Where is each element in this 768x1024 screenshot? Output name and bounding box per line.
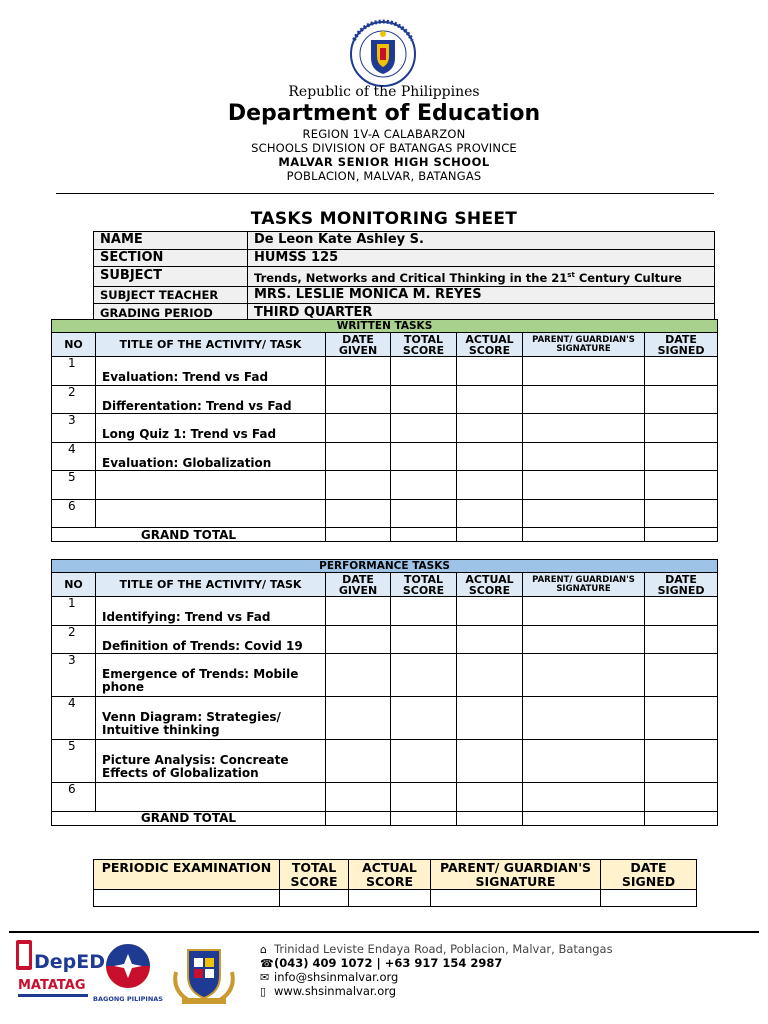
phone-icon: ☎ xyxy=(260,957,274,970)
task-title[interactable] xyxy=(96,471,326,500)
exam-total-l2: SCORE xyxy=(290,874,338,889)
footer-address xyxy=(260,943,613,956)
student-info-table xyxy=(93,231,715,322)
subject-value xyxy=(248,267,715,287)
exam-name-cell[interactable] xyxy=(94,890,280,907)
total-score-cell[interactable] xyxy=(391,654,457,697)
total-score-cell[interactable] xyxy=(391,597,457,626)
exam-total-score-header xyxy=(280,860,349,890)
col-no: NO xyxy=(52,333,96,357)
col-title: TITLE OF THE ACTIVITY/ TASK xyxy=(96,573,326,597)
date-signed-cell[interactable] xyxy=(645,597,718,626)
col-parent-l2: SIGNATURE xyxy=(556,583,611,594)
exam-date-l1: DATE xyxy=(630,860,667,875)
exam-date-cell[interactable] xyxy=(601,890,697,907)
task-title[interactable] xyxy=(96,499,326,528)
table-row xyxy=(52,654,718,697)
row-number: 3 xyxy=(52,654,96,697)
grand-total-score-cell[interactable] xyxy=(391,811,457,825)
col-date-given xyxy=(326,573,391,597)
signature-cell[interactable] xyxy=(523,740,645,783)
actual-score-cell[interactable] xyxy=(457,385,523,414)
footer-divider xyxy=(9,931,759,933)
col-actual-l1: ACTUAL xyxy=(465,572,514,586)
row-number: 1 xyxy=(52,597,96,626)
row-number: 3 xyxy=(52,414,96,443)
col-actual-l2: SCORE xyxy=(468,583,511,597)
actual-score-cell[interactable] xyxy=(457,414,523,443)
table-row xyxy=(52,499,718,528)
total-score-cell[interactable] xyxy=(391,499,457,528)
exam-label: PERIODIC EXAMINATION xyxy=(94,860,280,890)
date-given-cell[interactable] xyxy=(326,414,391,443)
written-tasks-table xyxy=(51,319,718,542)
signature-cell[interactable] xyxy=(523,442,645,471)
grading-period-value: THIRD QUARTER xyxy=(248,304,715,322)
exam-date-signed-header xyxy=(601,860,697,890)
exam-actual-l2: SCORE xyxy=(366,874,413,889)
table-row xyxy=(52,385,718,414)
date-signed-cell[interactable] xyxy=(645,783,718,812)
grand-total-row xyxy=(52,811,718,825)
signature-cell[interactable] xyxy=(523,471,645,500)
grand-total-actual-cell[interactable] xyxy=(457,528,523,542)
col-total-l2: SCORE xyxy=(402,583,445,597)
table-row xyxy=(52,442,718,471)
periodic-exam-table xyxy=(93,859,697,907)
section-row xyxy=(94,249,715,267)
col-no: NO xyxy=(52,573,96,597)
task-title: Differentation: Trend vs Fad xyxy=(96,385,326,414)
bagong-pilipinas-logo xyxy=(93,940,163,1006)
footer-website-text[interactable]: www.shsinmalvar.org xyxy=(274,984,397,998)
signature-cell[interactable] xyxy=(523,499,645,528)
row-number: 6 xyxy=(52,499,96,528)
exam-actual-l1: ACTUAL xyxy=(362,860,417,875)
grand-total-date-cell[interactable] xyxy=(326,528,391,542)
row-number: 5 xyxy=(52,740,96,783)
signature-cell[interactable] xyxy=(523,697,645,740)
date-signed-cell[interactable] xyxy=(645,654,718,697)
date-signed-cell[interactable] xyxy=(645,625,718,654)
signature-cell[interactable] xyxy=(523,385,645,414)
task-title: Emergence of Trends: Mobile phone xyxy=(96,654,326,697)
row-number: 6 xyxy=(52,783,96,812)
teacher-label: SUBJECT TEACHER xyxy=(94,286,248,304)
performance-tasks-table xyxy=(51,559,718,826)
teacher-row xyxy=(94,286,715,304)
row-number: 4 xyxy=(52,697,96,740)
school-name: MALVAR SENIOR HIGH SCHOOL xyxy=(278,155,490,169)
col-title: TITLE OF THE ACTIVITY/ TASK xyxy=(96,333,326,357)
teacher-value: MRS. LESLIE MONICA M. REYES xyxy=(248,286,715,304)
exam-total-cell[interactable] xyxy=(280,890,349,907)
col-actual-l2: SCORE xyxy=(468,343,511,357)
row-number: 4 xyxy=(52,442,96,471)
date-signed-cell[interactable] xyxy=(645,471,718,500)
task-title: Identifying: Trend vs Fad xyxy=(96,597,326,626)
date-signed-cell[interactable] xyxy=(645,357,718,386)
subject-value-sup: st xyxy=(567,271,575,279)
row-number: 2 xyxy=(52,385,96,414)
signature-cell[interactable] xyxy=(523,357,645,386)
subject-row xyxy=(94,267,715,287)
grand-total-date-cell[interactable] xyxy=(326,811,391,825)
footer-email[interactable] xyxy=(260,971,398,984)
col-parent-l1: PARENT/ GUARDIAN'S xyxy=(532,574,635,585)
date-signed-cell[interactable] xyxy=(645,740,718,783)
date-given-cell[interactable] xyxy=(326,654,391,697)
signature-cell[interactable] xyxy=(523,625,645,654)
col-parent-signature xyxy=(523,573,645,597)
deped-matatag-logo xyxy=(14,938,106,1002)
school-address: POBLACION, MALVAR, BATANGAS xyxy=(286,169,482,183)
date-given-cell[interactable] xyxy=(326,625,391,654)
deped-logo-text: DepED xyxy=(34,951,106,973)
col-date-signed-l2: SIGNED xyxy=(657,583,705,597)
col-total-score xyxy=(391,333,457,357)
exam-parent-signature-header xyxy=(431,860,601,890)
date-given-cell[interactable] xyxy=(326,697,391,740)
table-row xyxy=(52,697,718,740)
col-date-given-l1: DATE xyxy=(342,572,374,586)
bagong-pilipinas-text: BAGONG PILIPINAS xyxy=(93,995,163,1003)
task-title: Evaluation: Trend vs Fad xyxy=(96,357,326,386)
signature-cell[interactable] xyxy=(523,654,645,697)
table-row xyxy=(52,597,718,626)
date-signed-cell[interactable] xyxy=(645,385,718,414)
task-title: Venn Diagram: Strategies/ Intuitive thinking xyxy=(96,697,326,740)
col-date-signed xyxy=(645,333,718,357)
date-signed-cell[interactable] xyxy=(645,499,718,528)
header-divider xyxy=(56,193,714,194)
total-score-cell[interactable] xyxy=(391,414,457,443)
date-given-cell[interactable] xyxy=(326,499,391,528)
exam-parent-l1: PARENT/ GUARDIAN'S xyxy=(439,860,592,875)
date-signed-cell[interactable] xyxy=(645,414,718,443)
footer-phone-text: (043) 409 1072 | +63 917 154 2987 xyxy=(274,956,503,970)
date-given-cell[interactable] xyxy=(326,471,391,500)
col-parent-l2: SIGNATURE xyxy=(556,343,611,354)
deped-seal-logo xyxy=(344,20,422,88)
subject-value-main: Trends, Networks and Critical Thinking in the 21 xyxy=(254,270,568,285)
home-icon: ⌂ xyxy=(260,943,267,956)
col-date-signed-l2: SIGNED xyxy=(657,343,705,357)
sheet-title: TASKS MONITORING SHEET xyxy=(250,209,518,229)
table-row xyxy=(52,740,718,783)
performance-column-header xyxy=(52,573,718,597)
exam-actual-score-header xyxy=(349,860,431,890)
written-tasks-heading: WRITTEN TASKS xyxy=(52,320,718,333)
performance-tasks-heading: PERFORMANCE TASKS xyxy=(52,560,718,573)
written-column-header xyxy=(52,333,718,357)
actual-score-cell[interactable] xyxy=(457,625,523,654)
date-given-cell[interactable] xyxy=(326,783,391,812)
section-value: HUMSS 125 xyxy=(248,249,715,267)
grand-total-row xyxy=(52,528,718,542)
actual-score-cell[interactable] xyxy=(457,471,523,500)
table-row xyxy=(52,783,718,812)
date-given-cell[interactable] xyxy=(326,385,391,414)
actual-score-cell[interactable] xyxy=(457,783,523,812)
footer-phone xyxy=(260,957,502,970)
mobile-icon: ▯ xyxy=(260,985,267,998)
total-score-cell[interactable] xyxy=(391,471,457,500)
date-signed-cell[interactable] xyxy=(645,442,718,471)
exam-header-row xyxy=(94,860,697,890)
col-date-signed-l1: DATE xyxy=(665,332,697,346)
subject-value-end: Century Culture xyxy=(574,270,682,285)
grand-total-signature-cell[interactable] xyxy=(523,811,645,825)
name-value: De Leon Kate Ashley S. xyxy=(248,232,715,250)
table-row xyxy=(52,414,718,443)
table-row xyxy=(52,625,718,654)
actual-score-cell[interactable] xyxy=(457,357,523,386)
col-total-l2: SCORE xyxy=(402,343,445,357)
col-date-given-l1: DATE xyxy=(342,332,374,346)
task-title: Definition of Trends: Covid 19 xyxy=(96,625,326,654)
total-score-cell[interactable] xyxy=(391,385,457,414)
total-score-cell[interactable] xyxy=(391,625,457,654)
date-signed-cell[interactable] xyxy=(645,697,718,740)
task-title: Evaluation: Globalization xyxy=(96,442,326,471)
table-row xyxy=(52,357,718,386)
col-date-signed-l1: DATE xyxy=(665,572,697,586)
col-parent-l1: PARENT/ GUARDIAN'S xyxy=(532,334,635,345)
row-number: 5 xyxy=(52,471,96,500)
actual-score-cell[interactable] xyxy=(457,499,523,528)
exam-date-l2: SIGNED xyxy=(621,874,676,889)
grand-total-signed-cell[interactable] xyxy=(645,528,718,542)
col-actual-score xyxy=(457,573,523,597)
section-label: SECTION xyxy=(94,249,248,267)
row-number: 2 xyxy=(52,625,96,654)
col-date-given xyxy=(326,333,391,357)
task-title: Long Quiz 1: Trend vs Fad xyxy=(96,414,326,443)
total-score-cell[interactable] xyxy=(391,783,457,812)
col-total-score xyxy=(391,573,457,597)
name-label: NAME xyxy=(94,232,248,250)
subject-label: SUBJECT xyxy=(94,267,248,287)
total-score-cell[interactable] xyxy=(391,740,457,783)
task-title[interactable] xyxy=(96,783,326,812)
total-score-cell[interactable] xyxy=(391,357,457,386)
footer-address-text: Trinidad Leviste Endaya Road, Poblacion, Malvar, Batangas xyxy=(274,942,613,956)
date-given-cell[interactable] xyxy=(326,357,391,386)
footer-email-text[interactable]: info@shsinmalvar.org xyxy=(274,970,399,984)
col-total-l1: TOTAL xyxy=(403,332,444,346)
date-given-cell[interactable] xyxy=(326,740,391,783)
exam-signature-cell[interactable] xyxy=(431,890,601,907)
grand-total-actual-cell[interactable] xyxy=(457,811,523,825)
grand-total-signed-cell[interactable] xyxy=(645,811,718,825)
row-number: 1 xyxy=(52,357,96,386)
exam-actual-cell[interactable] xyxy=(349,890,431,907)
name-row xyxy=(94,232,715,250)
total-score-cell[interactable] xyxy=(391,442,457,471)
department-heading: Department of Education xyxy=(227,101,541,126)
exam-entry-row xyxy=(94,890,697,907)
col-parent-signature xyxy=(523,333,645,357)
col-actual-score xyxy=(457,333,523,357)
actual-score-cell[interactable] xyxy=(457,697,523,740)
col-date-signed xyxy=(645,573,718,597)
actual-score-cell[interactable] xyxy=(457,654,523,697)
col-total-l1: TOTAL xyxy=(403,572,444,586)
task-title: Picture Analysis: Concreate Effects of Globalization xyxy=(96,740,326,783)
grading-period-label: GRADING PERIOD xyxy=(94,304,248,322)
region-line: REGION 1V-A CALABARZON xyxy=(302,127,466,141)
footer-website[interactable] xyxy=(260,985,396,998)
col-actual-l1: ACTUAL xyxy=(465,332,514,346)
actual-score-cell[interactable] xyxy=(457,597,523,626)
date-given-cell[interactable] xyxy=(326,597,391,626)
grand-total-signature-cell[interactable] xyxy=(523,528,645,542)
school-crest-logo xyxy=(168,942,240,1008)
exam-parent-l2: SIGNATURE xyxy=(475,874,556,889)
actual-score-cell[interactable] xyxy=(457,740,523,783)
signature-cell[interactable] xyxy=(523,783,645,812)
signature-cell[interactable] xyxy=(523,414,645,443)
date-given-cell[interactable] xyxy=(326,442,391,471)
table-row xyxy=(52,471,718,500)
total-score-cell[interactable] xyxy=(391,697,457,740)
actual-score-cell[interactable] xyxy=(457,442,523,471)
col-date-given-l2: GIVEN xyxy=(338,583,378,597)
matatag-text: MATATAG xyxy=(18,978,86,993)
grand-total-label: GRAND TOTAL xyxy=(52,811,326,825)
grand-total-score-cell[interactable] xyxy=(391,528,457,542)
col-date-given-l2: GIVEN xyxy=(338,343,378,357)
grand-total-label: GRAND TOTAL xyxy=(52,528,326,542)
signature-cell[interactable] xyxy=(523,597,645,626)
division-line: SCHOOLS DIVISION OF BATANGAS PROVINCE xyxy=(251,141,517,155)
republic-heading: Republic of the Philippines xyxy=(288,84,480,100)
exam-total-l1: TOTAL xyxy=(291,860,337,875)
envelope-icon: ✉ xyxy=(260,971,270,984)
